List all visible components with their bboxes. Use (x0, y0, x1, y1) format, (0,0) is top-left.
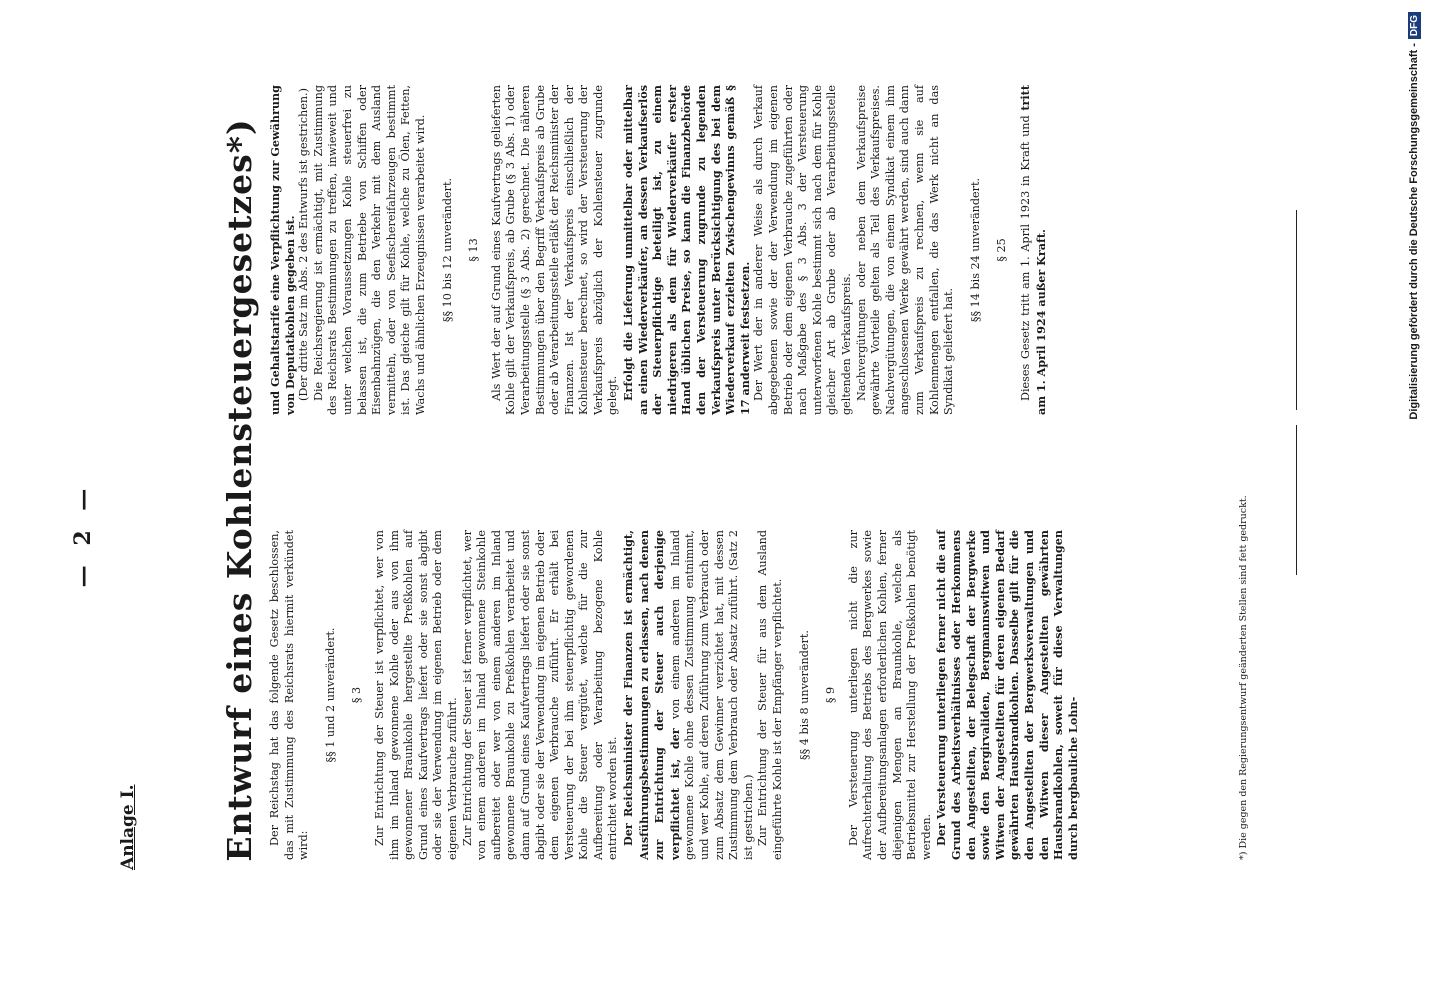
section-10-12: §§ 10 bis 12 unverändert. (440, 177, 454, 323)
section-13-paragraph-3: Der Wert der in anderer Weise als durch Verkauf abgegebenen sowie der der Verwendung im eigenen Betrieb oder dem eigenen Verbrauche zugeführten oder nach Maßgabe des § 3 Abs. 3 der Versteuerung unterworfenen Kohle bestimmt sich nach dem für Kohle gleicher Art ab Grube oder ab Verarbeitungsstelle geltenden Verkaufspreis. (752, 85, 853, 415)
section-9-paragraph-1: Der Versteuerung unterliegen nicht die zur Aufrechterhaltung des Betriebs des Bergwerkes sowie der Aufbereitungsanlagen erforderlichen Kohlen, ferner diejenigen Mengen an Braunkohle, welche als Betriebsmittel zur Herstellung der Preßkohlen benötigt werden. (846, 530, 933, 860)
section-25-heading: § 25 (995, 238, 1009, 262)
section-4-8: §§ 4 bis 8 unverändert. (797, 630, 811, 760)
section-3-heading: § 3 (350, 686, 364, 704)
section-3-paragraph-1: Zur Entrichtung der Steuer ist verpflichtet, wer von ihm im Inland gewonnene Kohle oder aus von ihm gewonnener Braunkohle hergestellte Preßkohlen auf Grund eines Kaufvertrags liefert oder sie sonst abgibt oder sie der Verwendung im eigenen Betrieb oder dem eigenen Verbrauche zuführt. (372, 530, 459, 860)
section-1-2: §§ 1 und 2 unverändert. (323, 627, 337, 763)
section-25-bold: tritt am 1. April 1924 außer Kraft. (1017, 85, 1048, 415)
digitization-note: Digitalisierung gefördert durch die Deutsche Forschungsgemeinschaft - (1408, 43, 1420, 420)
section-9-paragraph-3: Die Reichsregierung ist ermächtigt, mit Zustimmung des Reichsrats Bestimmungen zu treffen, inwieweit und unter welchen Voraussetzungen Kohle steuerfrei zu belassen ist, die zum Betriebe von Schiffen oder Eisenbahnzügen, die den Verkehr mit dem Ausland vermitteln, oder von Seefischereifahrzeugen bestimmt ist. Das gleiche gilt für Kohle, welche zu Ölen, Fetten, Wachs und ähnlichen Erzeugnissen verarbeitet wird. (311, 85, 427, 415)
column-end-rule (1296, 210, 1297, 410)
section-25-text: Dieses Gesetz tritt am 1. April 1923 in Kraft und (1018, 115, 1032, 401)
attachment-label: Anlage I. (118, 784, 138, 870)
continuation-paragraph: und Gehaltstarife eine Verpflichtung zur Gewährung von Deputatkohlen gegeben ist. (268, 85, 297, 415)
column-left (268, 530, 1080, 860)
intro-paragraph: Der Reichstag hat das folgende Gesetz beschlossen, das mit Zustimmung des Reichsrats hiermit verkündet wird: (268, 530, 311, 860)
section-9-paragraph-2: Der Versteuerung unterliegen ferner nicht die auf Grund des Arbeitsverhältnisses oder Herkommens den Angestellten, der Belegschaft der Bergwerke sowie den Bergirvaliden, Bergmannswitwen und Witwen der Angestellten für deren eigenen Bedarf gewährten Hausbrandkohlen. Dasselbe gilt für die den Angestellten der Bergwerksverwaltungen und den Witwen dieser Angestellten gewährten Hausbrandkohlen, soweit für diese Verwaltungen durch bergbauliche Lohn- (934, 530, 1080, 860)
dfg-logo: DFG (1408, 12, 1421, 39)
page-number: — 2 — (70, 482, 96, 588)
section-13-paragraph-1: Als Wert der auf Grund eines Kaufvertrags gelieferten Kohle gilt der Verkaufspreis, ab Grube (§ 3 Abs. 1) oder Verarbeitungsstelle (§ 3 Abs. 2) gerechnet. Die näheren Bestimmungen über den Begriff Verkaufspreis ab Grube oder ab Verarbeitungsstelle erläßt der Reichsminister der Finanzen. Ist der Verkaufspreis einschließlich der Kohlensteuer berechnet, so wird der Versteuerung der Verkaufspreis abzüglich der Kohlensteuer zugrunde gelegt. (489, 85, 620, 415)
section-3-paragraph-3-bold: Der Reichsminister der Finanzen ist ermächtigt, Ausführungsbestimmungen zu erlassen, nach denen zur Entrichtung der Steuer auch derjenige verpflichtet ist, der (621, 530, 682, 860)
section-3-paragraph-3 (621, 530, 756, 860)
section-3-paragraph-4: Zur Entrichtung der Steuer für aus dem Ausland eingeführte Kohle ist der Empfänger verpflichtet. (756, 530, 784, 860)
column-right (268, 85, 1049, 415)
section-13-paragraph-4: Nachvergütungen oder neben dem Verkaufspreise gewährte Vorteile gelten als Teil des Verkaufspreises. Nachvergütungen, die von einem Syndikat einem ihm angeschlossenen Werke gewährt werden, sind auch dann zum Verkaufspreis zu rechnen, wenn sie auf Kohlenmengen entfallen, die das Werk nicht an das Syndikat geliefert hat. (854, 85, 956, 415)
footnote-divider (1296, 425, 1297, 575)
section-14-24: §§ 14 bis 24 unverändert. (968, 177, 982, 323)
digitization-credit (1408, 12, 1421, 988)
section-3-paragraph-3-rest: von einem anderen im Inland gewonnene Kohle ohne dessen Zustimmung entnimmt, und wer Kohle, auf deren Zuführung zum Verbrauch oder zum Absatz dem Gewinner verzichtet hat, mit dessen Zustimmung dem Verbrauch oder Absatz zuführt. (Satz 2 ist gestrichen.) (668, 530, 755, 860)
document-title: Entwurf eines Kohlensteuergesetzes*) (220, 118, 259, 862)
section-9-heading: § 9 (824, 686, 838, 704)
footnote: *) Die gegen den Regierungsentwurf geänderten Stellen sind fett gedruckt. (1238, 495, 1249, 860)
section-3-paragraph-2: Zur Entrichtung der Steuer ist ferner verpflichtet, wer von einem anderen im Inland gewonnene Steinkohle aufbereitet oder wer von einem anderen im Inland gewonnene Braunkohle zu Preßkohlen verarbeitet und dann auf Grund eines Kaufvertrags liefert oder sie sonst abgibt oder sie der Verwendung im eigenen Betrieb oder dem eigenen Verbrauche zuführt. Er erhält bei Versteuerung der bei ihm steuerpflichtig gewordenen Kohle die Steuer vergütet, welche für die zur Aufbereitung oder Verarbeitung bezogene Kohle entrichtet worden ist. (460, 530, 620, 860)
section-13-paragraph-2: Erfolgt die Lieferung unmittelbar oder mittelbar an einen Wiederverkäufer, an dessen Verkaufserlös der Steuerpflichtige beteiligt ist, zu einem niedrigeren als dem für Wiederverkäufer erster Hand üblichen Preise, so kann die Finanzbehörde den der Versteuerung zugrunde zu legenden Verkaufspreis unter Berücksichtigung des bei dem Wiederverkauf erzielten Zwischengewinns gemäß § 17 anderweit festsetzen. (621, 85, 752, 415)
section-13-heading: § 13 (467, 238, 481, 262)
editorial-note: (Der dritte Satz im Abs. 2 des Entwurfs ist gestrichen.) (297, 88, 311, 401)
section-25-paragraph (1018, 85, 1049, 415)
